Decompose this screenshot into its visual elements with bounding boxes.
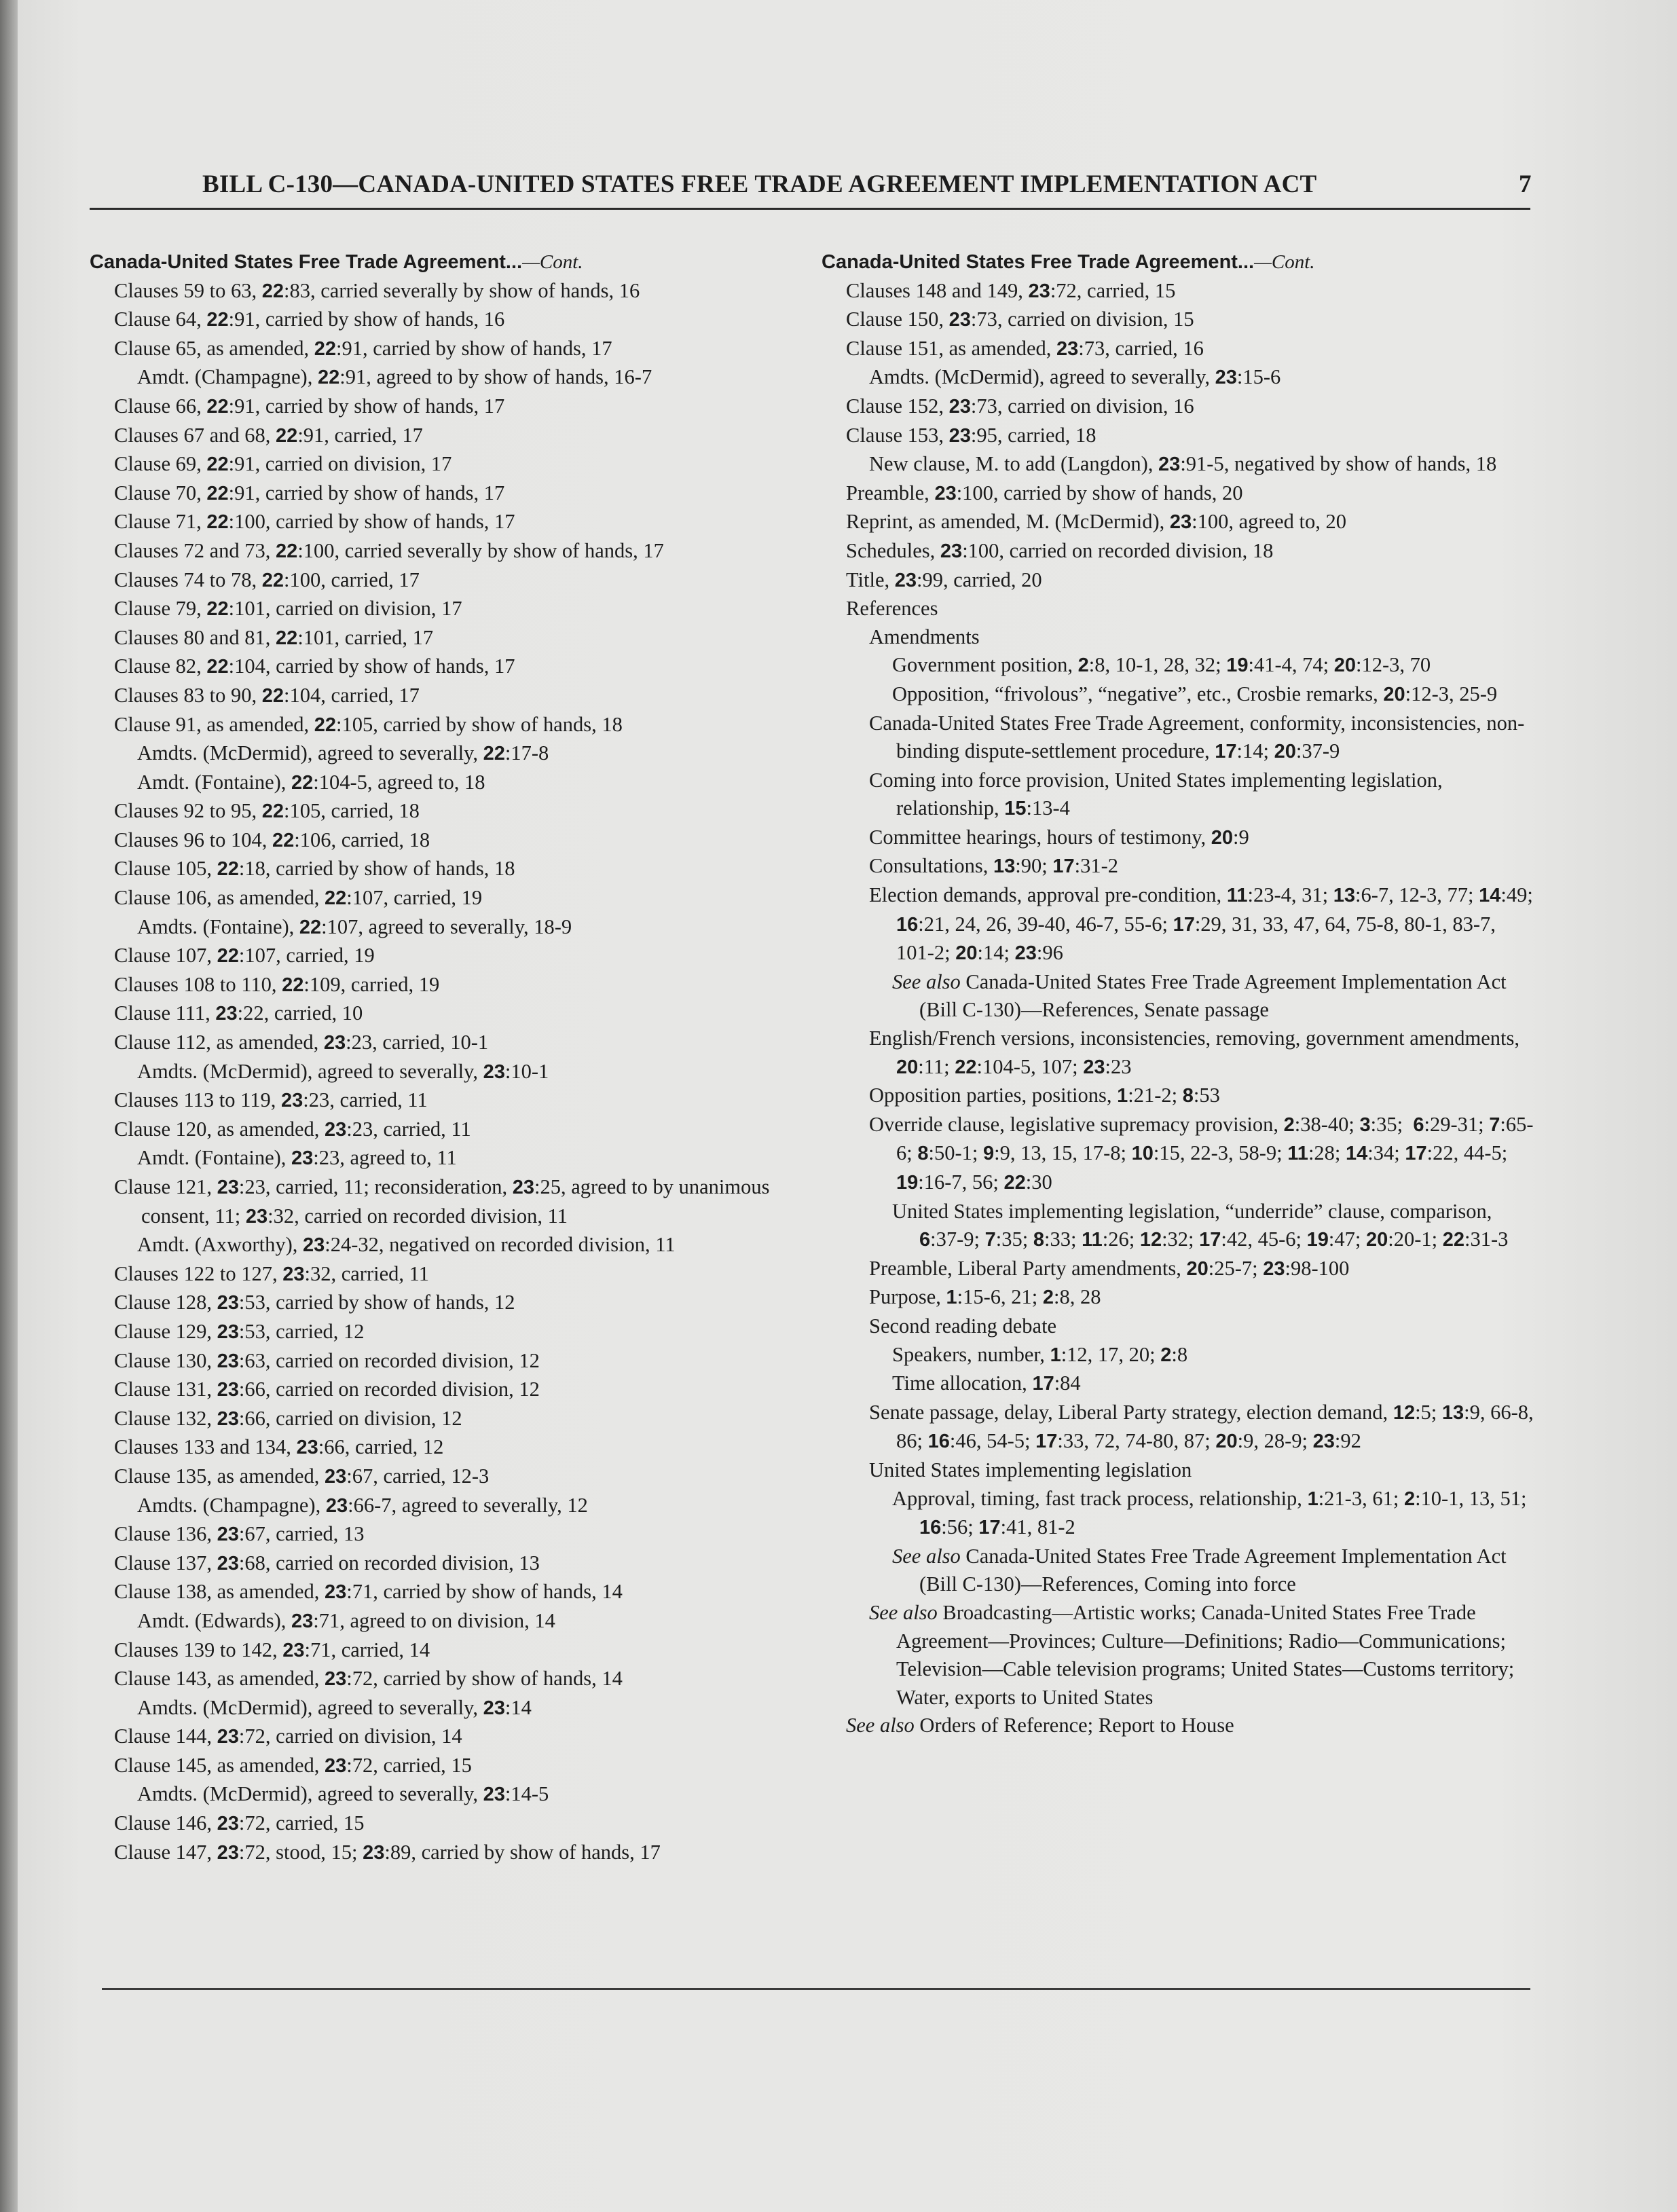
index-entry: Clause 79, 22:101, carried on division, 17 xyxy=(114,597,462,621)
index-entry: Clauses 133 and 134, 23:66, carried, 12 xyxy=(114,1435,444,1459)
index-entry: Amdt. (Axworthy), 23:24-32, negatived on recorded division, 11 xyxy=(137,1233,676,1257)
index-entry: Consultations, 13:90; 17:31-2 xyxy=(869,854,1119,878)
index-entry: Second reading debate xyxy=(869,1314,1057,1338)
index-entry: Clause 144, 23:72, carried on division, 14 xyxy=(114,1725,462,1748)
index-entry: Clauses 83 to 90, 22:104, carried, 17 xyxy=(114,683,420,707)
index-entry: Preamble, Liberal Party amendments, 20:25-7; 23:98-100 xyxy=(869,1256,1350,1280)
heading-cont: —Cont. xyxy=(1254,251,1315,273)
header-rule xyxy=(90,208,1530,210)
index-entry: Clause 66, 22:91, carried by show of hands, 17 xyxy=(114,394,505,418)
index-entry: Amdts. (Champagne), 23:66-7, agreed to severally, 12 xyxy=(137,1493,588,1517)
index-entry: Clause 111, 23:22, carried, 10 xyxy=(114,1001,363,1025)
index-entry: Clauses 74 to 78, 22:100, carried, 17 xyxy=(114,568,420,591)
index-entry: Clause 64, 22:91, carried by show of hands, 16 xyxy=(114,308,505,331)
index-entry: Amdt. (Champagne), 22:91, agreed to by show of hands, 16-7 xyxy=(137,365,652,389)
index-entry: Clause 69, 22:91, carried on division, 17 xyxy=(114,452,452,476)
index-entry: Speakers, number, 1:12, 17, 20; 2:8 xyxy=(892,1342,1188,1366)
index-entry: Override clause, legislative supremacy provision, 2:38-40; 3:35; 6:29-31; 7:65-6; 8:50-1; 9:9, 13, 15, 17-8; 10:15, 22-3, 58-9; 11:28; 14:34; 17:22, 44-5; 19:16-7, 56; 22:30 xyxy=(869,1112,1534,1194)
index-entry: See also Canada-United States Free Trade Agreement Implementation Act (Bill C-130)—References, Coming into force xyxy=(892,1544,1512,1596)
index-entry: Amdts. (Fontaine), 22:107, agreed to severally, 18-9 xyxy=(137,915,572,938)
index-entry: Approval, timing, fast track process, relationship, 1:21-3, 61; 2:10-1, 13, 51; 16:56; 17:41, 81-2 xyxy=(892,1486,1532,1539)
left-column xyxy=(90,248,782,1867)
index-entry: Amdts. (McDermid), agreed to severally, 23:15-6 xyxy=(869,365,1281,389)
index-entry: Clause 71, 22:100, carried by show of hands, 17 xyxy=(114,510,515,534)
index-entry: References xyxy=(846,597,938,621)
index-entry: Clause 136, 23:67, carried, 13 xyxy=(114,1522,365,1546)
index-entry: See also Broadcasting—Artistic works; Canada-United States Free Trade Agreement—Provinces; Culture—Definitions; Radio—Communications; Television—Cable television programs; United States—Customs territory; Water, exports to United States xyxy=(869,1600,1519,1709)
index-entry: Amendments xyxy=(869,625,980,648)
index-entry: Clause 120, as amended, 23:23, carried, 11 xyxy=(114,1117,471,1141)
index-entry: United States implementing legislation, “underride” clause, comparison, 6:37-9; 7:35; 8:33; 11:26; 12:32; 17:42, 45-6; 19:47; 20:20-1; 22:31-3 xyxy=(892,1199,1509,1251)
index-entry: Clause 145, as amended, 23:72, carried, 15 xyxy=(114,1753,472,1777)
index-entry: Clause 147, 23:72, stood, 15; 23:89, carried by show of hands, 17 xyxy=(114,1840,661,1864)
index-entry: Clause 152, 23:73, carried on division, 16 xyxy=(846,394,1194,418)
index-entry: United States implementing legislation xyxy=(869,1458,1192,1481)
index-entry: Clause 112, as amended, 23:23, carried, 10-1 xyxy=(114,1031,489,1054)
index-entry: Clauses 59 to 63, 22:83, carried severally by show of hands, 16 xyxy=(114,278,640,302)
left-column-heading xyxy=(90,248,782,277)
index-entry: Clause 138, as amended, 23:71, carried by show of hands, 14 xyxy=(114,1580,623,1604)
index-entry: Clause 131, 23:66, carried on recorded division, 12 xyxy=(114,1378,540,1401)
index-entry: Clause 137, 23:68, carried on recorded division, 13 xyxy=(114,1551,540,1574)
heading-text: Canada-United States Free Trade Agreement... xyxy=(90,251,523,273)
index-entry: Clauses 72 and 73, 22:100, carried severally by show of hands, 17 xyxy=(114,538,664,562)
index-entry: See also Canada-United States Free Trade Agreement Implementation Act (Bill C-130)—References, Senate passage xyxy=(892,970,1512,1022)
index-entry: Time allocation, 17:84 xyxy=(892,1371,1081,1395)
index-entry: Government position, 2:8, 10-1, 28, 32; 19:41-4, 74; 20:12-3, 70 xyxy=(892,653,1431,677)
left-entries xyxy=(90,277,782,1868)
index-entry: Clause 135, as amended, 23:67, carried, 12-3 xyxy=(114,1464,490,1488)
index-entry: Clause 132, 23:66, carried on division, 12 xyxy=(114,1406,462,1430)
index-entry: Clauses 80 and 81, 22:101, carried, 17 xyxy=(114,625,434,649)
index-entry: Opposition parties, positions, 1:21-2; 8:53 xyxy=(869,1084,1220,1107)
index-entry: Clause 151, as amended, 23:73, carried, 16 xyxy=(846,336,1204,360)
index-entry: Amdt. (Fontaine), 23:23, agreed to, 11 xyxy=(137,1146,457,1170)
index-entry: New clause, M. to add (Langdon), 23:91-5, negatived by show of hands, 18 xyxy=(869,452,1497,476)
index-entry: Clause 106, as amended, 22:107, carried, 19 xyxy=(114,886,483,910)
index-entry: Title, 23:99, carried, 20 xyxy=(846,568,1042,591)
index-entry: Clause 146, 23:72, carried, 15 xyxy=(114,1811,365,1835)
right-entries xyxy=(822,277,1539,1740)
heading-cont: —Cont. xyxy=(522,251,583,273)
right-column-heading xyxy=(822,248,1534,277)
index-entry: Coming into force provision, United States implementing legislation, relationship, 15:13-4 xyxy=(869,768,1448,820)
index-entry: Election demands, approval pre-condition, 11:23-4, 31; 13:6-7, 12-3, 77; 14:49; 16:21, 24, 26, 39-40, 46-7, 55-6; 17:29, 31, 33, 47, 64, 75-8, 80-1, 83-7, 101-2; 20:14; 23:96 xyxy=(869,883,1538,965)
index-entry: Clauses 67 and 68, 22:91, carried, 17 xyxy=(114,423,423,447)
right-column xyxy=(822,248,1539,1740)
page-number: 7 xyxy=(1519,170,1532,198)
index-entry: Amdts. (McDermid), agreed to severally, 22:17-8 xyxy=(137,741,549,765)
index-entry: Clause 150, 23:73, carried on division, 15 xyxy=(846,308,1194,331)
index-entry: Amdts. (McDermid), agreed to severally, 23:14-5 xyxy=(137,1782,549,1806)
binding-shadow xyxy=(0,0,18,2212)
index-entry: Clause 65, as amended, 22:91, carried by show of hands, 17 xyxy=(114,336,612,360)
index-entry: Amdts. (McDermid), agreed to severally, 23:14 xyxy=(137,1695,532,1719)
index-entry: Preamble, 23:100, carried by show of hands, 20 xyxy=(846,481,1243,504)
index-entry: Committee hearings, hours of testimony, 20:9 xyxy=(869,825,1249,849)
footer-rule xyxy=(102,1988,1530,1990)
index-entry: English/French versions, inconsistencies, removing, government amendments, 20:11; 22:104-5, 107; 23:23 xyxy=(869,1027,1525,1078)
index-entry: Senate passage, delay, Liberal Party strategy, election demand, 12:5; 13:9, 66-8, 86; 16:46, 54-5; 17:33, 72, 74-80, 87; 20:9, 28-9; 23:92 xyxy=(869,1400,1539,1453)
index-entry: Clause 82, 22:104, carried by show of hands, 17 xyxy=(114,655,515,678)
index-entry: Clauses 92 to 95, 22:105, carried, 18 xyxy=(114,799,420,823)
index-entry: Clauses 139 to 142, 23:71, carried, 14 xyxy=(114,1638,430,1661)
index-entry: Clauses 108 to 110, 22:109, carried, 19 xyxy=(114,972,440,996)
index-entry: Amdt. (Edwards), 23:71, agreed to on division, 14 xyxy=(137,1608,555,1632)
index-entry: Clause 107, 22:107, carried, 19 xyxy=(114,944,375,967)
index-entry: Clause 129, 23:53, carried, 12 xyxy=(114,1319,365,1343)
index-entry: Clauses 113 to 119, 23:23, carried, 11 xyxy=(114,1088,428,1112)
index-entry: Opposition, “frivolous”, “negative”, etc., Crosbie remarks, 20:12-3, 25-9 xyxy=(892,682,1498,705)
index-entry: Clause 128, 23:53, carried by show of hands, 12 xyxy=(114,1291,515,1314)
index-entry: Reprint, as amended, M. (McDermid), 23:100, agreed to, 20 xyxy=(846,510,1346,534)
index-entry: Clause 70, 22:91, carried by show of hands, 17 xyxy=(114,481,505,504)
index-entry: Clauses 148 and 149, 23:72, carried, 15 xyxy=(846,278,1176,302)
index-entry: Purpose, 1:15-6, 21; 2:8, 28 xyxy=(869,1285,1101,1309)
index-entry: Clause 121, 23:23, carried, 11; reconsideration, 23:25, agreed to by unanimous consent, 11; 23:32, carried on recorded division, 11 xyxy=(114,1175,775,1228)
index-entry: Canada-United States Free Trade Agreement, conformity, inconsistencies, non-binding dispute-settlement procedure, 17:14; 20:37-9 xyxy=(869,711,1525,763)
index-entry: Amdt. (Fontaine), 22:104-5, agreed to, 18 xyxy=(137,770,485,794)
heading-text: Canada-United States Free Trade Agreement... xyxy=(822,251,1255,273)
index-entry: Clause 91, as amended, 22:105, carried by show of hands, 18 xyxy=(114,712,623,736)
running-head: BILL C-130—CANADA-UNITED STATES FREE TRADE AGREEMENT IMPLEMENTATION ACT xyxy=(202,170,1317,198)
index-entry: Clause 105, 22:18, carried by show of hands, 18 xyxy=(114,857,515,881)
index-entry: Amdts. (McDermid), agreed to severally, 23:10-1 xyxy=(137,1059,549,1083)
index-entry: Clauses 122 to 127, 23:32, carried, 11 xyxy=(114,1261,429,1285)
index-entry: See also Orders of Reference; Report to House xyxy=(846,1714,1234,1737)
index-entry: Clause 153, 23:95, carried, 18 xyxy=(846,423,1096,447)
index-entry: Clauses 96 to 104, 22:106, carried, 18 xyxy=(114,828,430,851)
index-entry: Clause 130, 23:63, carried on recorded division, 12 xyxy=(114,1348,540,1372)
index-entry: Schedules, 23:100, carried on recorded division, 18 xyxy=(846,538,1274,562)
index-entry: Clause 143, as amended, 23:72, carried by show of hands, 14 xyxy=(114,1667,623,1691)
